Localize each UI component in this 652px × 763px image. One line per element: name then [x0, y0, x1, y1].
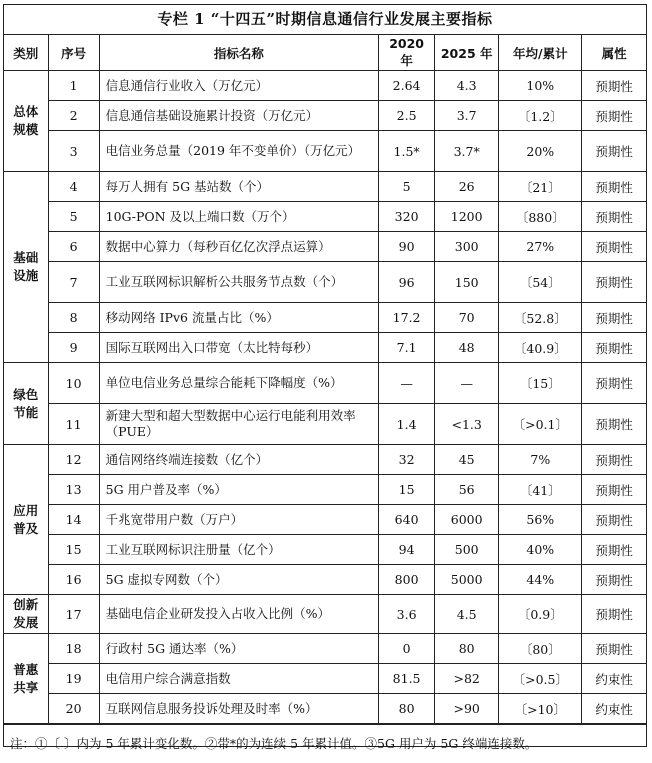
table-row: [4, 202, 646, 232]
row-number: 16: [48, 565, 99, 595]
row-number: 4: [48, 172, 99, 202]
value-2025: 4.5: [435, 595, 499, 634]
header-2025: 2025 年: [435, 35, 499, 71]
value-2020: 2.64: [379, 71, 435, 101]
value-2020: 320: [379, 202, 435, 232]
value-annual-cumulative: 〔>0.5〕: [499, 664, 582, 694]
attribute: 预期性: [582, 445, 646, 475]
value-annual-cumulative: 〔40.9〕: [499, 333, 582, 363]
category-label: 总体 规模: [4, 71, 48, 172]
attribute: 约束性: [582, 694, 646, 724]
table-row: [4, 694, 646, 724]
row-number: 15: [48, 535, 99, 565]
attribute: 预期性: [582, 71, 646, 101]
row-number: 19: [48, 664, 99, 694]
value-2025: 70: [435, 303, 499, 333]
row-number: 14: [48, 505, 99, 535]
indicator-name: 新建大型和超大型数据中心运行电能利用效率（PUE）: [99, 404, 378, 445]
value-annual-cumulative: 44%: [499, 565, 582, 595]
table-row: [4, 101, 646, 131]
indicator-table: [4, 35, 646, 724]
header-category: 类别: [4, 35, 48, 71]
indicator-table-frame: [3, 4, 647, 751]
table-note: 注：①〔 〕内为 5 年累计变化数。②带*的为连续 5 年累计值。③5G 用户为 5G 终端连接数。: [4, 724, 646, 763]
row-number: 12: [48, 445, 99, 475]
value-2020: 96: [379, 262, 435, 303]
value-annual-cumulative: 〔21〕: [499, 172, 582, 202]
value-2025: 5000: [435, 565, 499, 595]
value-2020: 1.4: [379, 404, 435, 445]
attribute: 预期性: [582, 232, 646, 262]
row-number: 10: [48, 363, 99, 404]
table-row: [4, 475, 646, 505]
header-2020: 2020 年: [379, 35, 435, 71]
value-2025: —: [435, 363, 499, 404]
indicator-name: 互联网信息服务投诉处理及时率（%）: [99, 694, 378, 724]
indicator-name: 5G 虚拟专网数（个）: [99, 565, 378, 595]
indicator-name: 每万人拥有 5G 基站数（个）: [99, 172, 378, 202]
indicator-name: 工业互联网标识解析公共服务节点数（个）: [99, 262, 378, 303]
attribute: 预期性: [582, 131, 646, 172]
value-2020: 3.6: [379, 595, 435, 634]
value-2025: >82: [435, 664, 499, 694]
indicator-name: 单位电信业务总量综合能耗下降幅度（%）: [99, 363, 378, 404]
value-annual-cumulative: 〔52.8〕: [499, 303, 582, 333]
value-2020: 7.1: [379, 333, 435, 363]
value-2025: 300: [435, 232, 499, 262]
value-2025: 56: [435, 475, 499, 505]
value-annual-cumulative: 20%: [499, 131, 582, 172]
attribute: 预期性: [582, 634, 646, 664]
value-2025: 6000: [435, 505, 499, 535]
attribute: 预期性: [582, 333, 646, 363]
attribute: 预期性: [582, 565, 646, 595]
row-number: 7: [48, 262, 99, 303]
value-2025: <1.3: [435, 404, 499, 445]
value-2020: —: [379, 363, 435, 404]
table-title: 专栏 1 “十四五”时期信息通信行业发展主要指标: [4, 5, 646, 35]
table-body: [4, 71, 646, 724]
category-label: 创新 发展: [4, 595, 48, 634]
value-2020: 640: [379, 505, 435, 535]
value-annual-cumulative: 〔15〕: [499, 363, 582, 404]
attribute: 预期性: [582, 535, 646, 565]
value-2020: 800: [379, 565, 435, 595]
indicator-name: 信息通信基础设施累计投资（万亿元）: [99, 101, 378, 131]
value-2025: 3.7*: [435, 131, 499, 172]
row-number: 2: [48, 101, 99, 131]
value-2020: 2.5: [379, 101, 435, 131]
row-number: 3: [48, 131, 99, 172]
table-row: [4, 333, 646, 363]
header-annual-cumulative: 年均/累计: [499, 35, 582, 71]
value-2025: 48: [435, 333, 499, 363]
table-row: [4, 172, 646, 202]
header-attribute: 属性: [582, 35, 646, 71]
attribute: 预期性: [582, 262, 646, 303]
table-row: [4, 404, 646, 445]
row-number: 5: [48, 202, 99, 232]
value-annual-cumulative: 〔1.2〕: [499, 101, 582, 131]
indicator-name: 5G 用户普及率（%）: [99, 475, 378, 505]
indicator-name: 电信用户综合满意指数: [99, 664, 378, 694]
header-number: 序号: [48, 35, 99, 71]
table-row: [4, 505, 646, 535]
value-2020: 81.5: [379, 664, 435, 694]
value-2020: 80: [379, 694, 435, 724]
value-annual-cumulative: 27%: [499, 232, 582, 262]
value-annual-cumulative: 〔>0.1〕: [499, 404, 582, 445]
value-annual-cumulative: 〔0.9〕: [499, 595, 582, 634]
header-indicator-name: 指标名称: [99, 35, 378, 71]
value-2020: 32: [379, 445, 435, 475]
value-2025: 80: [435, 634, 499, 664]
table-row: [4, 232, 646, 262]
value-2025: >90: [435, 694, 499, 724]
attribute: 预期性: [582, 595, 646, 634]
value-2025: 150: [435, 262, 499, 303]
table-row: [4, 71, 646, 101]
table-row: [4, 535, 646, 565]
value-annual-cumulative: 7%: [499, 445, 582, 475]
table-row: [4, 445, 646, 475]
value-2025: 1200: [435, 202, 499, 232]
indicator-name: 数据中心算力（每秒百亿亿次浮点运算）: [99, 232, 378, 262]
value-annual-cumulative: 40%: [499, 535, 582, 565]
value-2020: 0: [379, 634, 435, 664]
value-annual-cumulative: 10%: [499, 71, 582, 101]
row-number: 13: [48, 475, 99, 505]
indicator-name: 电信业务总量（2019 年不变单价）（万亿元）: [99, 131, 378, 172]
table-row: [4, 303, 646, 333]
value-2025: 26: [435, 172, 499, 202]
value-annual-cumulative: 〔880〕: [499, 202, 582, 232]
row-number: 8: [48, 303, 99, 333]
category-label: 绿色 节能: [4, 363, 48, 445]
value-2020: 1.5*: [379, 131, 435, 172]
attribute: 预期性: [582, 172, 646, 202]
table-row: [4, 262, 646, 303]
category-label: 应用 普及: [4, 445, 48, 595]
attribute: 预期性: [582, 404, 646, 445]
value-annual-cumulative: 56%: [499, 505, 582, 535]
indicator-name: 信息通信行业收入（万亿元）: [99, 71, 378, 101]
value-annual-cumulative: 〔41〕: [499, 475, 582, 505]
value-2025: 45: [435, 445, 499, 475]
category-label: 普惠 共享: [4, 634, 48, 724]
attribute: 预期性: [582, 101, 646, 131]
indicator-name: 10G-PON 及以上端口数（万个）: [99, 202, 378, 232]
indicator-name: 通信网络终端连接数（亿个）: [99, 445, 378, 475]
row-number: 6: [48, 232, 99, 262]
indicator-name: 基础电信企业研发投入占收入比例（%）: [99, 595, 378, 634]
indicator-name: 工业互联网标识注册量（亿个）: [99, 535, 378, 565]
indicator-name: 千兆宽带用户数（万户）: [99, 505, 378, 535]
value-2025: 3.7: [435, 101, 499, 131]
attribute: 预期性: [582, 363, 646, 404]
indicator-name: 行政村 5G 通达率（%）: [99, 634, 378, 664]
row-number: 9: [48, 333, 99, 363]
table-row: [4, 634, 646, 664]
header-row: [4, 35, 646, 71]
value-2020: 5: [379, 172, 435, 202]
indicator-name: 移动网络 IPv6 流量占比（%）: [99, 303, 378, 333]
attribute: 预期性: [582, 475, 646, 505]
value-2020: 94: [379, 535, 435, 565]
table-row: [4, 595, 646, 634]
value-2025: 500: [435, 535, 499, 565]
attribute: 约束性: [582, 664, 646, 694]
table-row: [4, 565, 646, 595]
row-number: 17: [48, 595, 99, 634]
row-number: 1: [48, 71, 99, 101]
table-row: [4, 664, 646, 694]
value-annual-cumulative: 〔54〕: [499, 262, 582, 303]
table-row: [4, 131, 646, 172]
category-label: 基础 设施: [4, 172, 48, 363]
value-annual-cumulative: 〔>10〕: [499, 694, 582, 724]
attribute: 预期性: [582, 505, 646, 535]
value-2025: 4.3: [435, 71, 499, 101]
attribute: 预期性: [582, 303, 646, 333]
indicator-name: 国际互联网出入口带宽（太比特每秒）: [99, 333, 378, 363]
value-2020: 17.2: [379, 303, 435, 333]
value-2020: 90: [379, 232, 435, 262]
table-row: [4, 363, 646, 404]
value-2020: 15: [379, 475, 435, 505]
value-annual-cumulative: 〔80〕: [499, 634, 582, 664]
attribute: 预期性: [582, 202, 646, 232]
row-number: 11: [48, 404, 99, 445]
row-number: 20: [48, 694, 99, 724]
row-number: 18: [48, 634, 99, 664]
